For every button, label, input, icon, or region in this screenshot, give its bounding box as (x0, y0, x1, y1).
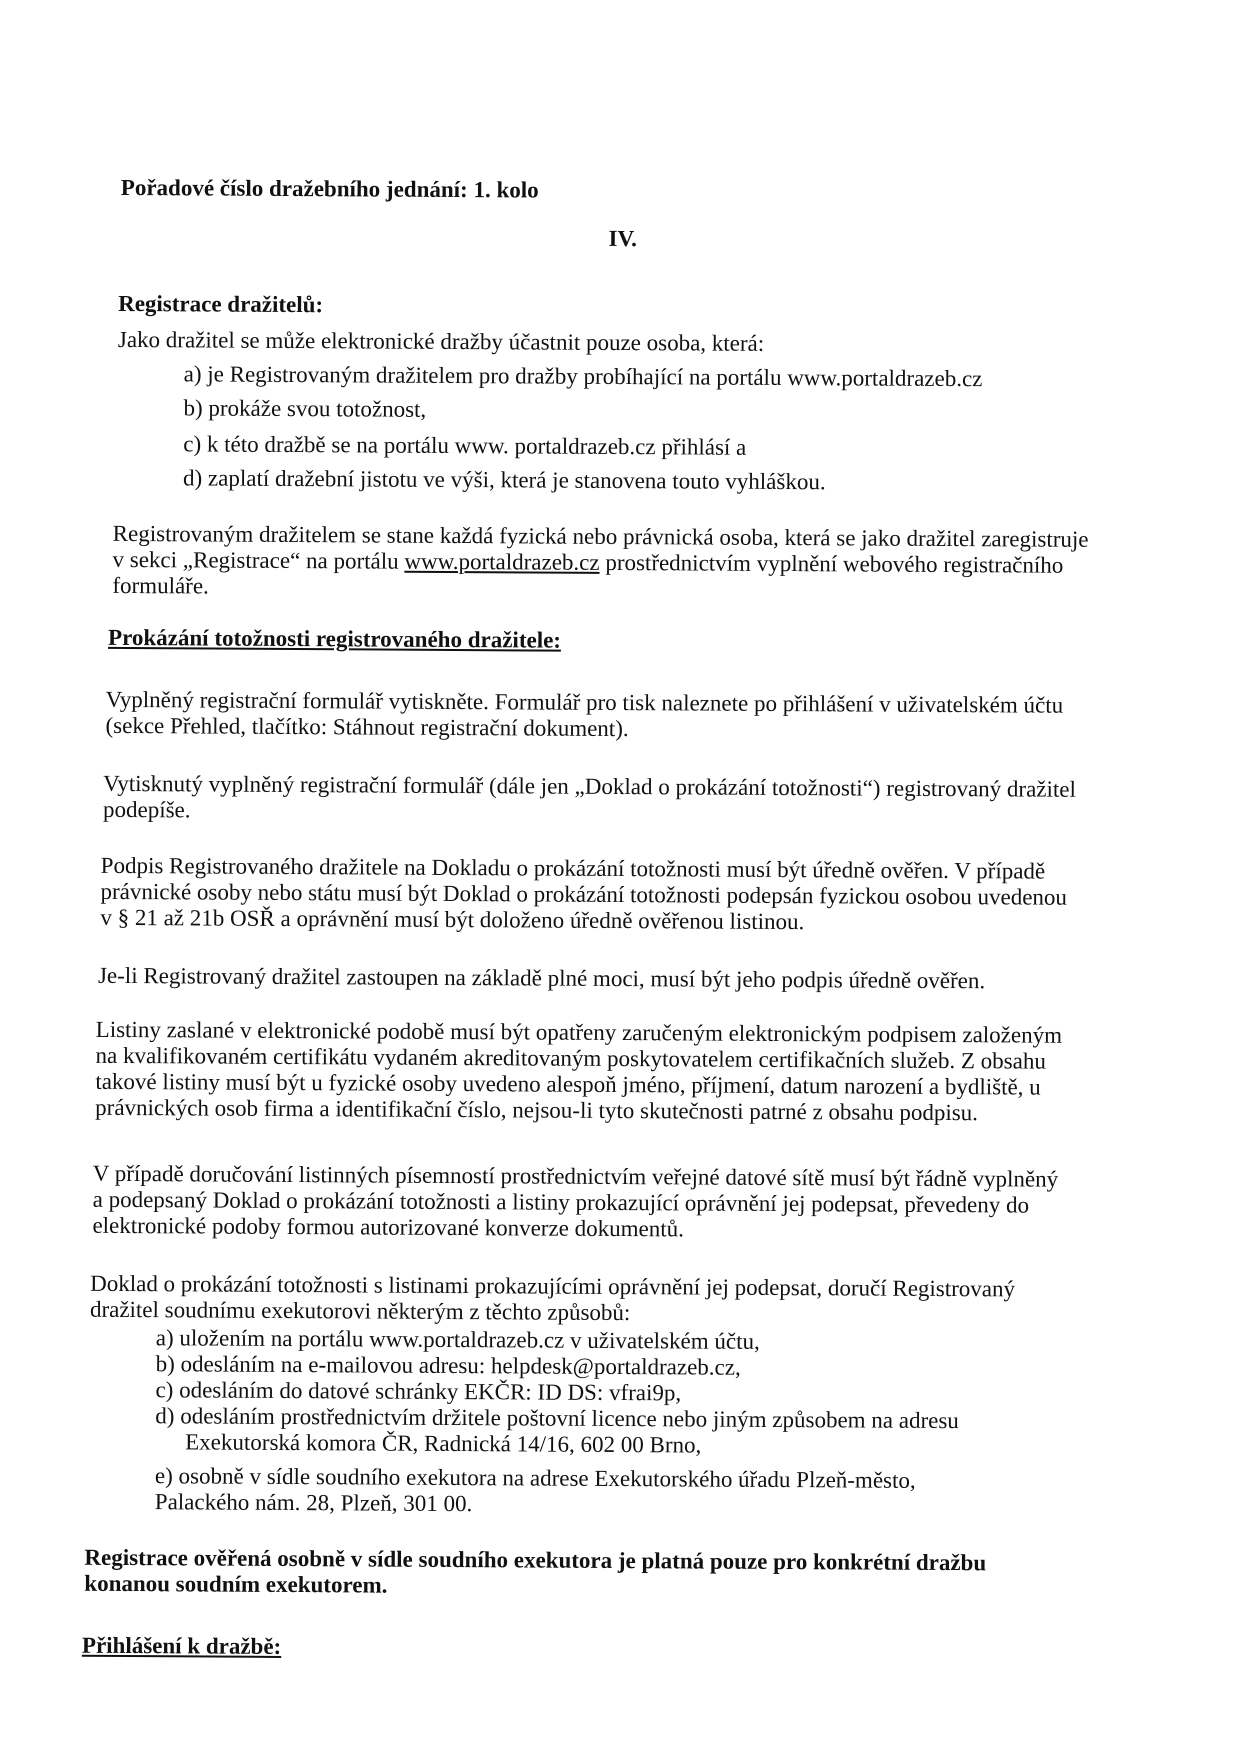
identity-paragraph: dražitel soudnímu exekutorovi některým z těchto způsobů: (89, 1296, 631, 1326)
identity-paragraph: takové listiny musí být u fyzické osoby uvedeno alespoň jméno, příjmení, datum narození a bydliště, u (95, 1068, 1041, 1100)
paragraph-text: v sekci „Registrace“ na portálu (112, 546, 405, 574)
identity-paragraph: Je-li Registrovaný dražitel zastoupen na základě plné moci, musí být jeho podpis úředně ověřen. (97, 962, 986, 994)
registration-paragraph: Registrovaným dražitelem se stane každá fyzická nebo právnická osoba, která se jako dražitel zaregistruje (112, 520, 1089, 552)
identity-heading: Prokázání totožnosti registrovaného dražitele: (108, 624, 562, 653)
auction-login-heading: Přihlášení k dražbě: (81, 1632, 282, 1659)
method-item: b) odesláním na e-mailovou adresu: helpdesk@portaldrazeb.cz, (155, 1351, 741, 1380)
method-item: d) odesláním prostřednictvím držitele poštovní licence nebo jiným způsobem na adresu (155, 1403, 959, 1434)
identity-paragraph: Podpis Registrovaného dražitele na Dokladu o prokázání totožnosti musí být úředně ověřen. V případě (100, 852, 1046, 884)
portal-link[interactable]: www.portaldrazeb.cz (404, 548, 600, 575)
registration-paragraph (112, 547, 1063, 579)
order-number: Pořadové číslo dražebního jednání: 1. kolo (120, 174, 539, 203)
registration-note: konanou soudním exekutorem. (84, 1570, 388, 1598)
identity-paragraph: na kvalifikovaném certifikátu vydaném akreditovaným poskytovatelem certifikačních služeb. Z obsahu (95, 1042, 1046, 1074)
identity-paragraph: podepíše. (102, 796, 191, 823)
identity-paragraph: Listiny zaslané v elektronické podobě musí být opatřeny zaručeným elektronickým podpisem založeným (95, 1016, 1063, 1048)
condition-item: a) je Registrovaným dražitelem pro dražby probíhající na portálu www.portaldrazeb.cz (183, 361, 983, 392)
condition-item: c) k této dražbě se na portálu www. portaldrazeb.cz přihlásí a (183, 431, 747, 460)
identity-paragraph: Vyplněný registrační formulář vytiskněte. Formulář pro tisk naleznete po přihlášení v uživatelském účtu (105, 686, 1064, 718)
identity-paragraph: elektronické podoby formou autorizované konverze dokumentů. (92, 1212, 684, 1242)
registration-heading: Registrace dražitelů: (118, 290, 324, 318)
condition-item: b) prokáže svou totožnost, (183, 395, 427, 422)
registration-note: Registrace ověřená osobně v sídle soudního exekutora je platná pouze pro konkrétní dražbu (84, 1544, 987, 1576)
identity-paragraph: v § 21 až 21b OSŘ a oprávnění musí být doloženo úředně ověřenou listinou. (100, 904, 805, 935)
identity-paragraph: právnických osob firma a identifikační číslo, nejsou-li tyto skutečnosti patrné z obsahu podpisu. (95, 1094, 979, 1126)
identity-paragraph: a podepsaný Doklad o prokázání totožnosti a listiny prokazující oprávnění jej podepsat, převedeny do (92, 1186, 1030, 1218)
identity-paragraph: (sekce Přehled, tlačítko: Stáhnout registrační dokument). (105, 712, 629, 742)
method-item: c) odesláním do datové schránky EKČR: ID DS: vfrai9p, (155, 1377, 682, 1406)
identity-paragraph: V případě doručování listinných písemností prostřednictvím veřejné datové sítě musí být řádně vyplněný (92, 1160, 1059, 1192)
identity-paragraph: Vytisknutý vyplněný registrační formulář (dále jen „Doklad o prokázání totožnosti“) registrovaný dražitel (103, 770, 1076, 802)
method-item: Palackého nám. 28, Plzeň, 301 00. (154, 1489, 473, 1517)
method-item: a) uložením na portálu www.portaldrazeb.cz v uživatelském účtu, (155, 1325, 760, 1354)
registration-paragraph: formuláře. (112, 572, 209, 599)
paragraph-text: prostřednictvím vyplnění webového registračního (599, 549, 1064, 578)
method-item: Exekutorská komora ČR, Radnická 14/16, 602 00 Brno, (185, 1429, 702, 1458)
section-number: IV. (608, 225, 637, 252)
identity-paragraph: Doklad o prokázání totožnosti s listinami prokazujícími oprávnění jej podepsat, doručí Registrovaný (90, 1270, 1016, 1302)
method-item: e) osobně v sídle soudního exekutora na adrese Exekutorského úřadu Plzeň-město, (154, 1463, 916, 1493)
condition-item: d) zaplatí dražební jistotu ve výši, která je stanovena touto vyhláškou. (182, 465, 826, 495)
registration-intro: Jako dražitel se může elektronické dražby účastnit pouze osoba, která: (117, 326, 765, 356)
identity-paragraph: právnické osoby nebo státu musí být Doklad o prokázání totožnosti podepsán fyzickou osobou uvedenou (100, 878, 1068, 910)
